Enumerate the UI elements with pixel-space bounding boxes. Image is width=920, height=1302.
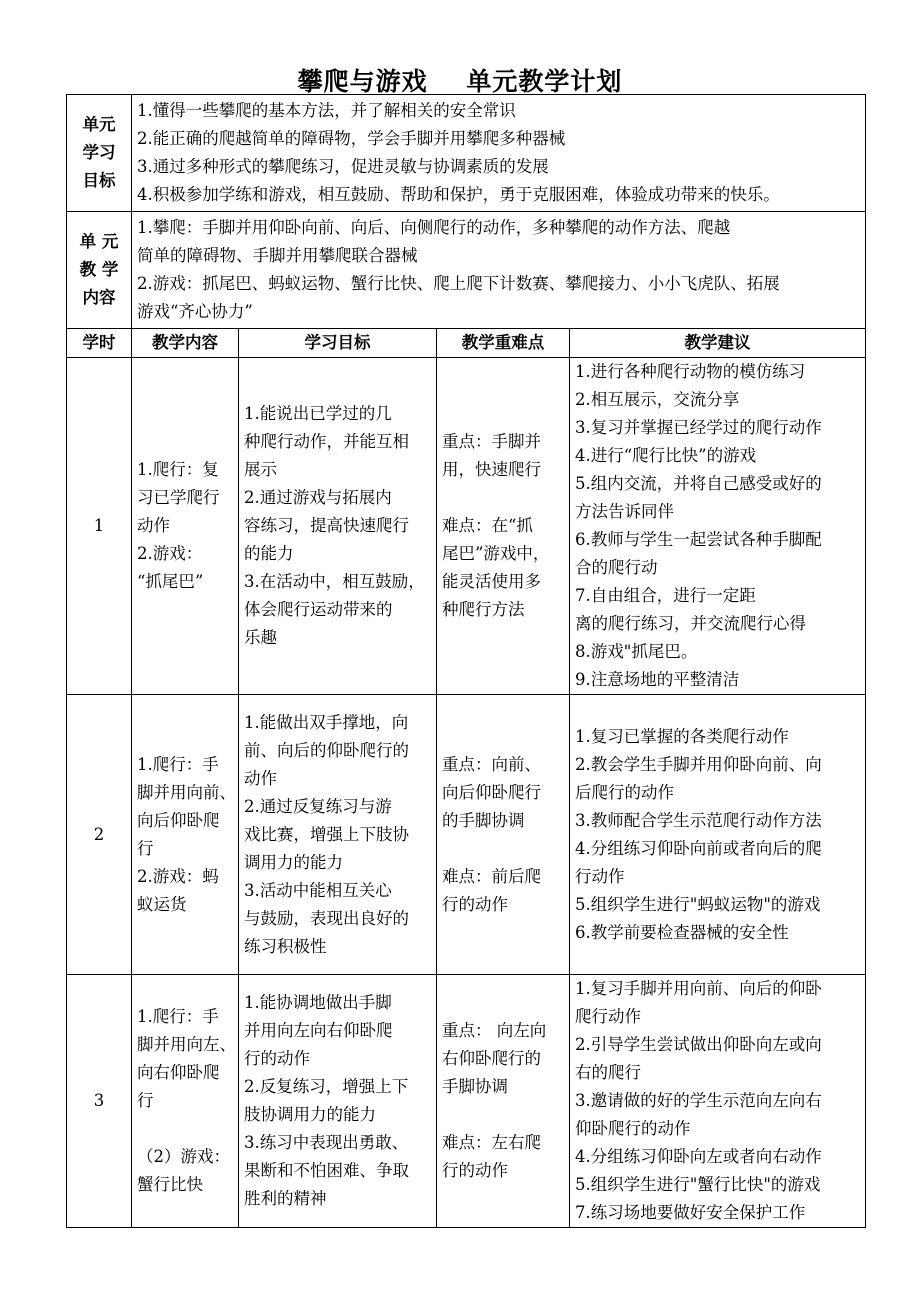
content-line: 脚并用向前、 bbox=[137, 782, 236, 802]
goals-line: 调用力的能力 bbox=[244, 852, 343, 872]
suggestions-line: 3.复习并掌握已经学过的爬行动作 bbox=[575, 418, 822, 437]
key-line bbox=[442, 835, 564, 863]
lesson-content bbox=[132, 975, 239, 1228]
key-line: 重点： 向左向 bbox=[442, 1021, 547, 1040]
goals-line: 果断和不怕困难、争取 bbox=[244, 1161, 409, 1180]
suggestions-line: 仰卧爬行的动作 bbox=[575, 1119, 691, 1138]
goals-line: 戏比赛，增强上下肢协 bbox=[244, 824, 409, 844]
lesson-row bbox=[67, 358, 866, 695]
lesson-key-points bbox=[437, 358, 570, 695]
suggestions-line: 6.教学前要检查器械的安全性 bbox=[575, 922, 789, 942]
suggestions-line: 8.游戏"抓尾巴。 bbox=[575, 642, 698, 661]
suggestions-line: 合的爬行动 bbox=[575, 558, 658, 577]
content-line: 2.游戏： bbox=[137, 544, 203, 563]
goals-line: 3.在活动中，相互鼓励， bbox=[244, 572, 425, 591]
label-line: 学习 bbox=[82, 143, 116, 162]
lesson-content bbox=[132, 358, 239, 695]
content-line: 蟹行比快 bbox=[137, 1175, 203, 1194]
content-line: 动作 bbox=[137, 516, 170, 535]
suggestions-line: 7.自由组合，进行一定距 bbox=[575, 586, 756, 605]
content-line: 1.攀爬：手脚并用仰卧向前、向后、向侧爬行的动作，多种攀爬的动作方法、爬越 bbox=[137, 218, 731, 237]
header-goals: 学习目标 bbox=[239, 329, 437, 358]
header-content: 教学内容 bbox=[132, 329, 239, 358]
key-line: 用，快速爬行 bbox=[442, 460, 541, 479]
label-line: 目标 bbox=[82, 171, 116, 190]
key-line bbox=[442, 1101, 564, 1129]
key-line: 重点：手脚并 bbox=[442, 432, 541, 451]
lesson-hour: 3 bbox=[67, 975, 132, 1228]
goals-line: 容练习，提高快速爬行 bbox=[244, 516, 409, 535]
suggestions-line: 9.注意场地的平整清洁 bbox=[575, 670, 740, 689]
header-key-points: 教学重难点 bbox=[437, 329, 570, 358]
goals-line: 2.反复练习，增强上下 bbox=[244, 1077, 409, 1096]
content-line bbox=[137, 1115, 233, 1143]
lesson-hour: 1 bbox=[67, 358, 132, 695]
suggestions-line: 3.邀请做的好的学生示范向左向右 bbox=[575, 1091, 822, 1110]
suggestions-line: 方法告诉同伴 bbox=[575, 502, 674, 521]
suggestions-line: 5.组织学生进行"蚂蚁运物"的游戏 bbox=[575, 894, 821, 914]
content-line: 习已学爬行 bbox=[137, 488, 220, 507]
goal-item: 3.通过多种形式的攀爬练习，促进灵敏与协调素质的发展 bbox=[137, 157, 549, 176]
unit-goals-row bbox=[67, 95, 866, 212]
content-line: “抓尾巴” bbox=[137, 572, 204, 591]
goals-line: 展示 bbox=[244, 460, 277, 479]
key-line: 的手脚协调 bbox=[442, 810, 525, 830]
content-line: 简单的障碍物、手脚并用攀爬联合器械 bbox=[137, 246, 418, 265]
lesson-key-points bbox=[437, 975, 570, 1228]
label-line: 单元 bbox=[82, 115, 116, 134]
goal-item: 1.懂得一些攀爬的基本方法，并了解相关的安全常识 bbox=[137, 101, 516, 120]
content-line: 向右仰卧爬 bbox=[137, 1063, 220, 1082]
suggestions-line: 1.复习手脚并用向前、向后的仰卧 bbox=[575, 979, 822, 998]
suggestions-line: 2.引导学生尝试做出仰卧向左或向 bbox=[575, 1035, 822, 1054]
suggestions-line: 爬行动作 bbox=[575, 1007, 641, 1026]
goals-line: 乐趣 bbox=[244, 628, 277, 647]
key-line: 种爬行方法 bbox=[442, 600, 525, 619]
key-line: 重点：向前、 bbox=[442, 754, 541, 774]
lesson-key-points bbox=[437, 695, 570, 975]
content-line: 1.爬行：手 bbox=[137, 1007, 219, 1026]
content-line: 1.爬行：复 bbox=[137, 460, 219, 479]
goal-item: 2.能正确的爬越简单的障碍物，学会手脚并用攀爬多种器械 bbox=[137, 129, 566, 148]
key-line: 行的动作 bbox=[442, 894, 508, 914]
suggestions-line: 2.教会学生手脚并用仰卧向前、向 bbox=[575, 754, 822, 774]
header-hour: 学时 bbox=[67, 329, 132, 358]
lesson-goals bbox=[239, 975, 437, 1228]
key-line: 能灵活使用多 bbox=[442, 572, 541, 591]
lesson-suggestions bbox=[570, 358, 866, 695]
suggestions-line: 右的爬行 bbox=[575, 1063, 641, 1082]
lesson-row bbox=[67, 695, 866, 975]
suggestions-line: 4.分组练习仰卧向左或者向右动作 bbox=[575, 1147, 822, 1166]
content-line: （2）游戏： bbox=[137, 1147, 230, 1166]
unit-goals-label bbox=[67, 95, 132, 212]
content-line: 行 bbox=[137, 838, 154, 858]
key-line: 行的动作 bbox=[442, 1161, 508, 1180]
lesson-suggestions bbox=[570, 975, 866, 1228]
suggestions-line: 4.分组练习仰卧向前或者向后的爬 bbox=[575, 838, 822, 858]
goals-line: 并用向左向右仰卧爬 bbox=[244, 1021, 393, 1040]
goals-line: 2.通过反复练习与游 bbox=[244, 796, 392, 816]
suggestions-line: 行动作 bbox=[575, 866, 625, 886]
suggestions-line: 离的爬行练习，并交流爬行心得 bbox=[575, 614, 806, 633]
goals-line: 种爬行动作，并能互相 bbox=[244, 432, 409, 451]
lesson-goals bbox=[239, 695, 437, 975]
content-line: 脚并用向左、 bbox=[137, 1035, 236, 1054]
key-line: 难点：左右爬 bbox=[442, 1133, 541, 1152]
suggestions-line: 1.进行各种爬行动物的模仿练习 bbox=[575, 362, 806, 381]
goals-line: 1.能做出双手撑地，向 bbox=[244, 712, 409, 732]
header-suggestions: 教学建议 bbox=[570, 329, 866, 358]
goal-item: 4.积极参加学练和游戏，相互鼓励、帮助和保护，勇于克服困难，体验成功带来的快乐。 bbox=[137, 185, 780, 204]
lesson-goals bbox=[239, 358, 437, 695]
goals-line: 2.通过游戏与拓展内 bbox=[244, 488, 392, 507]
key-line: 向后仰卧爬行 bbox=[442, 782, 541, 802]
goals-line: 行的动作 bbox=[244, 1049, 310, 1068]
suggestions-line: 2.相互展示，交流分享 bbox=[575, 390, 740, 409]
label-line: 教 学 bbox=[79, 260, 119, 279]
goals-line: 3.活动中能相互关心 bbox=[244, 880, 392, 900]
key-line: 难点：在“抓 bbox=[442, 516, 533, 535]
goals-line: 与鼓励，表现出良好的 bbox=[244, 908, 409, 928]
goals-line: 练习积极性 bbox=[244, 936, 327, 956]
teaching-plan-table bbox=[66, 94, 866, 1228]
unit-goals-content bbox=[132, 95, 866, 212]
goals-line: 肢协调用力的能力 bbox=[244, 1105, 376, 1124]
lesson-suggestions bbox=[570, 695, 866, 975]
key-line: 难点：前后爬 bbox=[442, 866, 541, 886]
content-line: 1.爬行：手 bbox=[137, 754, 219, 774]
suggestions-line: 5.组织学生进行"蟹行比快"的游戏 bbox=[575, 1175, 821, 1194]
goals-line: 动作 bbox=[244, 768, 277, 788]
suggestions-line: 后爬行的动作 bbox=[575, 782, 674, 802]
unit-content-label bbox=[67, 212, 132, 329]
key-line: 尾巴”游戏中， bbox=[442, 544, 550, 563]
goals-line: 胜利的精神 bbox=[244, 1189, 327, 1208]
suggestions-line: 7.练习场地要做好安全保护工作 bbox=[575, 1203, 806, 1222]
goals-line: 体会爬行运动带来的 bbox=[244, 600, 393, 619]
content-line: 向后仰卧爬 bbox=[137, 810, 220, 830]
label-line: 内容 bbox=[82, 288, 116, 307]
suggestions-line: 6.教师与学生一起尝试各种手脚配 bbox=[575, 530, 822, 549]
label-line: 单 元 bbox=[79, 232, 119, 251]
unit-content-row bbox=[67, 212, 866, 329]
goals-line: 1.能说出已学过的几 bbox=[244, 404, 392, 423]
key-line: 手脚协调 bbox=[442, 1077, 508, 1096]
suggestions-line: 3.教师配合学生示范爬行动作方法 bbox=[575, 810, 822, 830]
lesson-row bbox=[67, 975, 866, 1228]
goals-line: 前、向后的仰卧爬行的 bbox=[244, 740, 409, 760]
key-line: 右仰卧爬行的 bbox=[442, 1049, 541, 1068]
key-line bbox=[442, 484, 564, 512]
lesson-content bbox=[132, 695, 239, 975]
content-line: 2.游戏：抓尾巴、蚂蚁运物、蟹行比快、爬上爬下计数赛、攀爬接力、小小飞虎队、拓展 bbox=[137, 274, 780, 293]
content-line: 行 bbox=[137, 1091, 154, 1110]
content-line: 游戏“齐心协力” bbox=[137, 302, 253, 321]
unit-content-text bbox=[132, 212, 866, 329]
content-line: 蚁运货 bbox=[137, 894, 187, 914]
page-title: 攀爬与游戏 单元教学计划 bbox=[297, 67, 623, 96]
content-line: 2.游戏：蚂 bbox=[137, 866, 219, 886]
suggestions-line: 1.复习已掌握的各类爬行动作 bbox=[575, 726, 789, 746]
goals-line: 3.练习中表现出勇敢、 bbox=[244, 1133, 409, 1152]
suggestions-line: 5.组内交流，并将自己感受或好的 bbox=[575, 474, 822, 493]
lesson-hour: 2 bbox=[67, 695, 132, 975]
suggestions-line: 4.进行“爬行比快”的游戏 bbox=[575, 446, 757, 465]
table-header-row bbox=[67, 329, 866, 358]
goals-line: 的能力 bbox=[244, 544, 294, 563]
goals-line: 1.能协调地做出手脚 bbox=[244, 993, 392, 1012]
